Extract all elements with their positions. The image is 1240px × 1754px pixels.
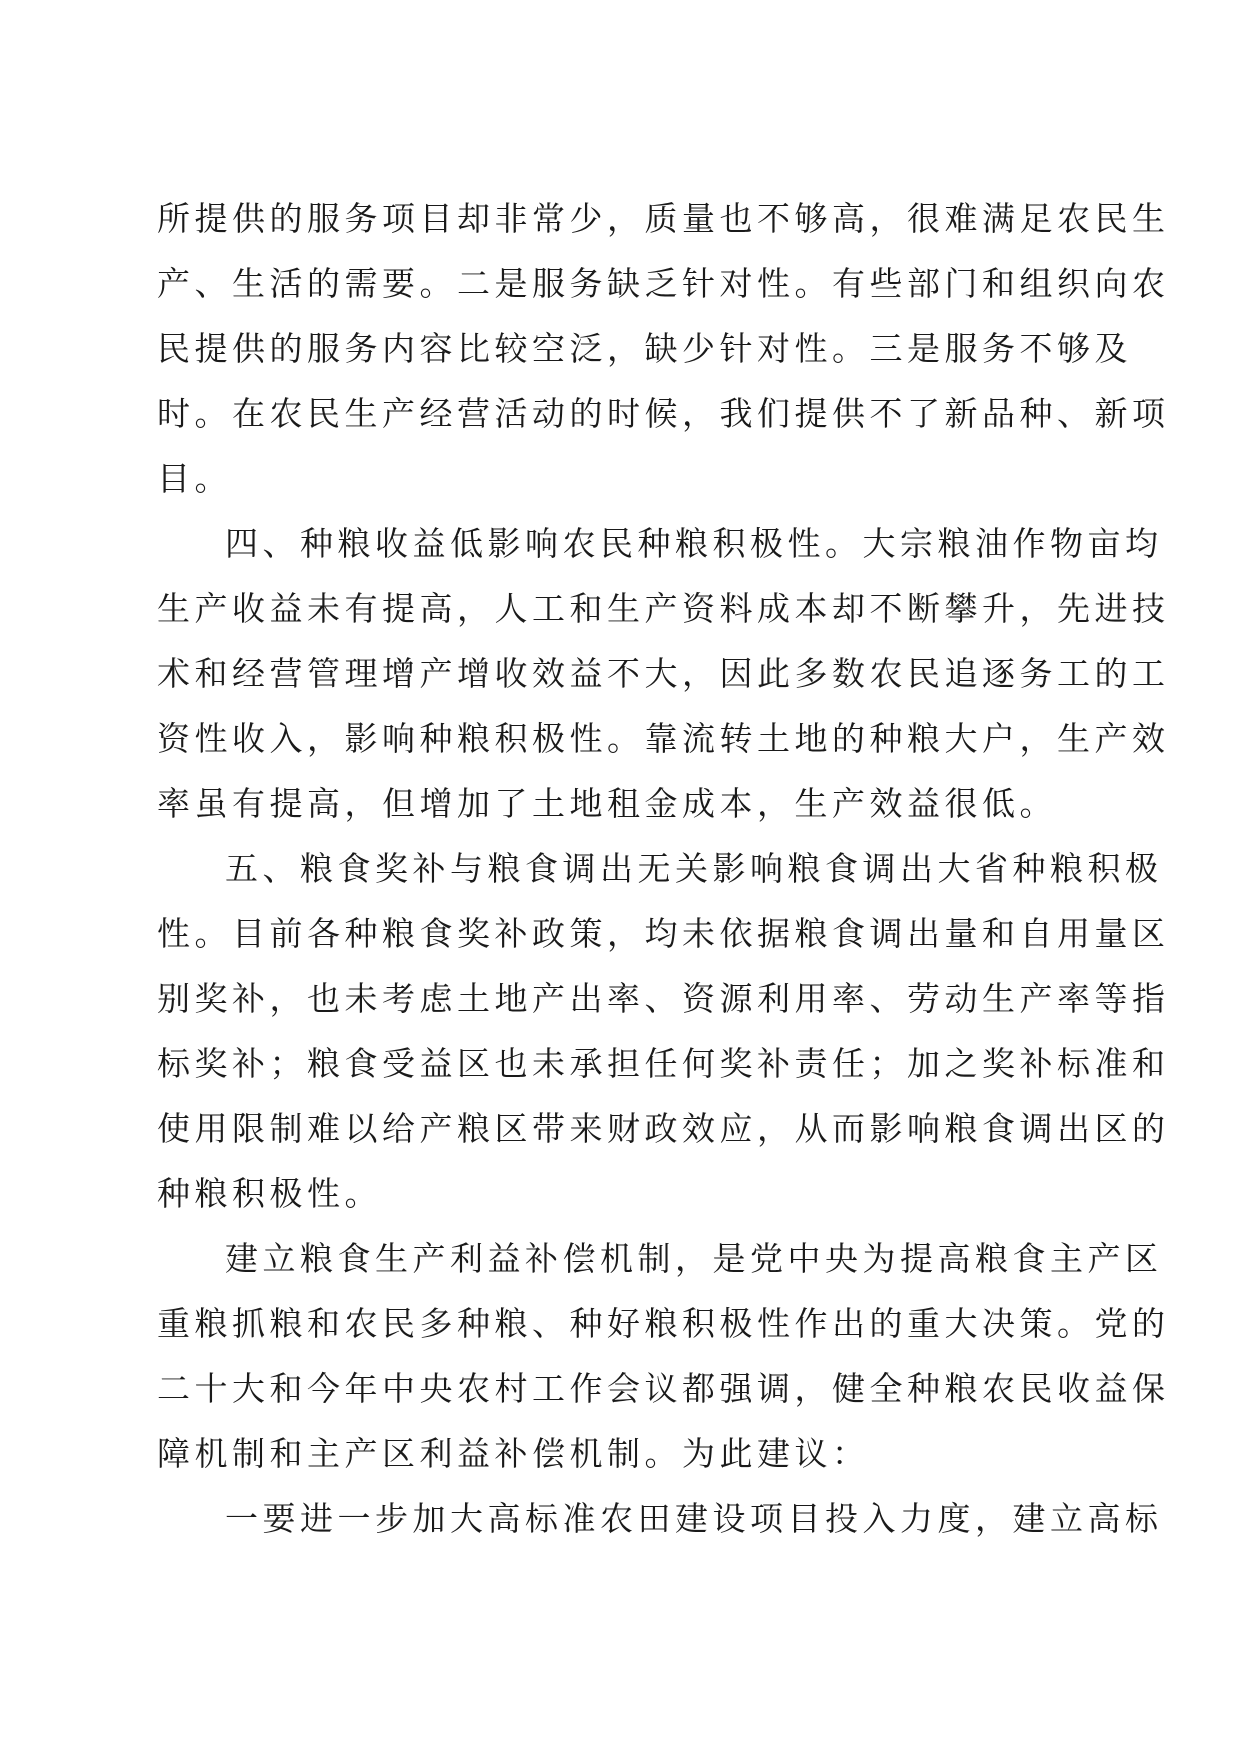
paragraph-start-line: 四、种粮收益低影响农民种粮积极性。大宗粮油作物亩均 <box>225 524 1163 563</box>
text-line: 重粮抓粮和农民多种粮、种好粮积极性作出的重大决策。党的 <box>157 1304 1170 1343</box>
text-line: 资性收入，影响种粮积极性。靠流转土地的种粮大户，生产效 <box>157 719 1170 758</box>
text-line: 种粮积极性。 <box>157 1174 382 1213</box>
text-line: 生产收益未有提高，人工和生产资料成本却不断攀升，先进技 <box>157 589 1170 628</box>
text-line: 使用限制难以给产粮区带来财政效应，从而影响粮食调出区的 <box>157 1109 1170 1148</box>
body-text <box>157 186 1170 1551</box>
text-line: 时。在农民生产经营活动的时候，我们提供不了新品种、新项 <box>157 394 1170 433</box>
text-line: 别奖补，也未考虑土地产出率、资源利用率、劳动生产率等指 <box>157 979 1170 1018</box>
text-line: 标奖补；粮食受益区也未承担任何奖补责任；加之奖补标准和 <box>157 1044 1170 1083</box>
text-line: 率虽有提高，但增加了土地租金成本，生产效益很低。 <box>157 784 1057 823</box>
text-line: 障机制和主产区利益补偿机制。为此建议： <box>157 1434 870 1473</box>
paragraph-start-line: 五、粮食奖补与粮食调出无关影响粮食调出大省种粮积极 <box>225 849 1163 888</box>
paragraph-start-line: 一要进一步加大高标准农田建设项目投入力度，建立高标 <box>225 1499 1163 1538</box>
text-line: 民提供的服务内容比较空泛，缺少针对性。三是服务不够及 <box>157 329 1132 368</box>
text-line: 所提供的服务项目却非常少，质量也不够高，很难满足农民生 <box>157 199 1170 238</box>
paragraph-start-line: 建立粮食生产利益补偿机制，是党中央为提高粮食主产区 <box>225 1239 1163 1278</box>
text-line: 产、生活的需要。二是服务缺乏针对性。有些部门和组织向农 <box>157 264 1170 303</box>
text-line: 二十大和今年中央农村工作会议都强调，健全种粮农民收益保 <box>157 1369 1170 1408</box>
text-line: 目。 <box>157 459 232 498</box>
text-line: 术和经营管理增产增收效益不大，因此多数农民追逐务工的工 <box>157 654 1170 693</box>
text-line: 性。目前各种粮食奖补政策，均未依据粮食调出量和自用量区 <box>157 914 1170 953</box>
